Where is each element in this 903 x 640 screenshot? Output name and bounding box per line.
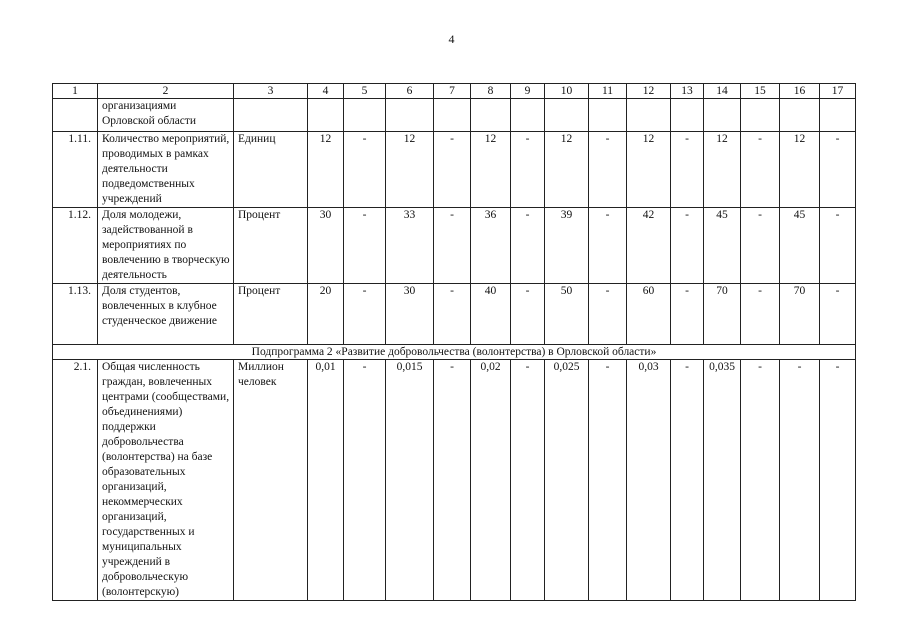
value-cell: - (511, 360, 545, 601)
unit-cell: Миллион человек (234, 360, 308, 601)
value-cell: - (780, 360, 820, 601)
value-cell: 12 (545, 132, 589, 208)
value-cell: 12 (386, 132, 434, 208)
header-cell: 16 (780, 84, 820, 99)
value-cell: 12 (471, 132, 511, 208)
header-cell: 4 (308, 84, 344, 99)
table-row (53, 284, 856, 345)
value-cell: - (741, 360, 780, 601)
value-cell: - (589, 132, 627, 208)
value-cell: 45 (704, 208, 741, 284)
value-cell (545, 99, 589, 132)
value-cell: 0,035 (704, 360, 741, 601)
value-cell: - (671, 360, 704, 601)
value-cell: - (511, 132, 545, 208)
value-cell: - (434, 360, 471, 601)
header-cell: 15 (741, 84, 780, 99)
section-title: Подпрограмма 2 «Развитие добровольчества (волонтерства) в Орловской области» (53, 345, 856, 360)
header-cell: 3 (234, 84, 308, 99)
value-cell: - (344, 132, 386, 208)
value-cell: - (671, 132, 704, 208)
value-cell: - (820, 360, 856, 601)
value-cell: - (741, 132, 780, 208)
header-cell: 7 (434, 84, 471, 99)
value-cell: - (434, 132, 471, 208)
value-cell: - (434, 208, 471, 284)
value-cell (386, 99, 434, 132)
value-cell: 60 (627, 284, 671, 345)
value-cell: - (344, 208, 386, 284)
value-cell: 33 (386, 208, 434, 284)
header-cell: 1 (53, 84, 98, 99)
unit-cell: Процент (234, 208, 308, 284)
row-number (53, 99, 98, 132)
value-cell (780, 99, 820, 132)
header-cell: 9 (511, 84, 545, 99)
value-cell (820, 99, 856, 132)
header-cell: 14 (704, 84, 741, 99)
value-cell: - (741, 208, 780, 284)
table-row (53, 208, 856, 284)
value-cell: 39 (545, 208, 589, 284)
value-cell: 30 (386, 284, 434, 345)
value-cell: - (589, 284, 627, 345)
header-cell: 5 (344, 84, 386, 99)
value-cell: 0,015 (386, 360, 434, 601)
value-cell: - (820, 132, 856, 208)
value-cell (671, 99, 704, 132)
unit-cell (234, 99, 308, 132)
value-cell: 0,02 (471, 360, 511, 601)
value-cell: - (820, 208, 856, 284)
header-row (53, 84, 856, 99)
value-cell: 45 (780, 208, 820, 284)
indicator-name: Количество мероприятий, проводимых в рамках деятельности подведомственных учреждений (98, 132, 234, 208)
table-row (53, 132, 856, 208)
value-cell: - (511, 208, 545, 284)
value-cell: - (741, 284, 780, 345)
value-cell: - (434, 284, 471, 345)
value-cell (434, 99, 471, 132)
indicator-name: Доля студентов, вовлеченных в клубное студенческое движение (98, 284, 234, 345)
value-cell: 12 (627, 132, 671, 208)
value-cell: 30 (308, 208, 344, 284)
value-cell: 20 (308, 284, 344, 345)
value-cell: - (344, 360, 386, 601)
value-cell: 70 (780, 284, 820, 345)
value-cell (344, 99, 386, 132)
value-cell: 12 (704, 132, 741, 208)
section-row (53, 345, 856, 360)
header-cell: 6 (386, 84, 434, 99)
value-cell: 70 (704, 284, 741, 345)
value-cell: 0,03 (627, 360, 671, 601)
row-number: 1.13. (53, 284, 98, 345)
value-cell: 40 (471, 284, 511, 345)
value-cell (511, 99, 545, 132)
value-cell: - (511, 284, 545, 345)
header-cell: 13 (671, 84, 704, 99)
indicators-table (52, 83, 856, 601)
table-row (53, 99, 856, 132)
value-cell: - (671, 208, 704, 284)
row-number: 1.11. (53, 132, 98, 208)
unit-cell: Процент (234, 284, 308, 345)
indicator-name: Доля молодежи, задействованной в мероприятиях по вовлечению в творческую деятельность (98, 208, 234, 284)
unit-cell: Единиц (234, 132, 308, 208)
indicator-name: организациями Орловской области (98, 99, 234, 132)
value-cell: 12 (308, 132, 344, 208)
row-number: 2.1. (53, 360, 98, 601)
value-cell: 12 (780, 132, 820, 208)
value-cell: 36 (471, 208, 511, 284)
row-number: 1.12. (53, 208, 98, 284)
value-cell: 0,025 (545, 360, 589, 601)
header-cell: 8 (471, 84, 511, 99)
header-cell: 2 (98, 84, 234, 99)
value-cell: - (344, 284, 386, 345)
value-cell (741, 99, 780, 132)
header-cell: 10 (545, 84, 589, 99)
value-cell: 42 (627, 208, 671, 284)
value-cell: - (589, 208, 627, 284)
indicator-name: Общая численность граждан, вовлеченных центрами (сообществами, объединениями) поддержки добровольчества (волонтерства) на базе образовательных организаций, некоммерческих организаций, государственных и муниципальных учреждений в добровольческую (волонтерскую) (98, 360, 234, 601)
value-cell (704, 99, 741, 132)
value-cell (589, 99, 627, 132)
value-cell: 50 (545, 284, 589, 345)
value-cell (627, 99, 671, 132)
value-cell (308, 99, 344, 132)
value-cell (471, 99, 511, 132)
header-cell: 17 (820, 84, 856, 99)
table-row (53, 360, 856, 601)
page-number: 4 (448, 32, 455, 46)
value-cell: 0,01 (308, 360, 344, 601)
value-cell: - (820, 284, 856, 345)
header-cell: 12 (627, 84, 671, 99)
value-cell: - (671, 284, 704, 345)
value-cell: - (589, 360, 627, 601)
header-cell: 11 (589, 84, 627, 99)
